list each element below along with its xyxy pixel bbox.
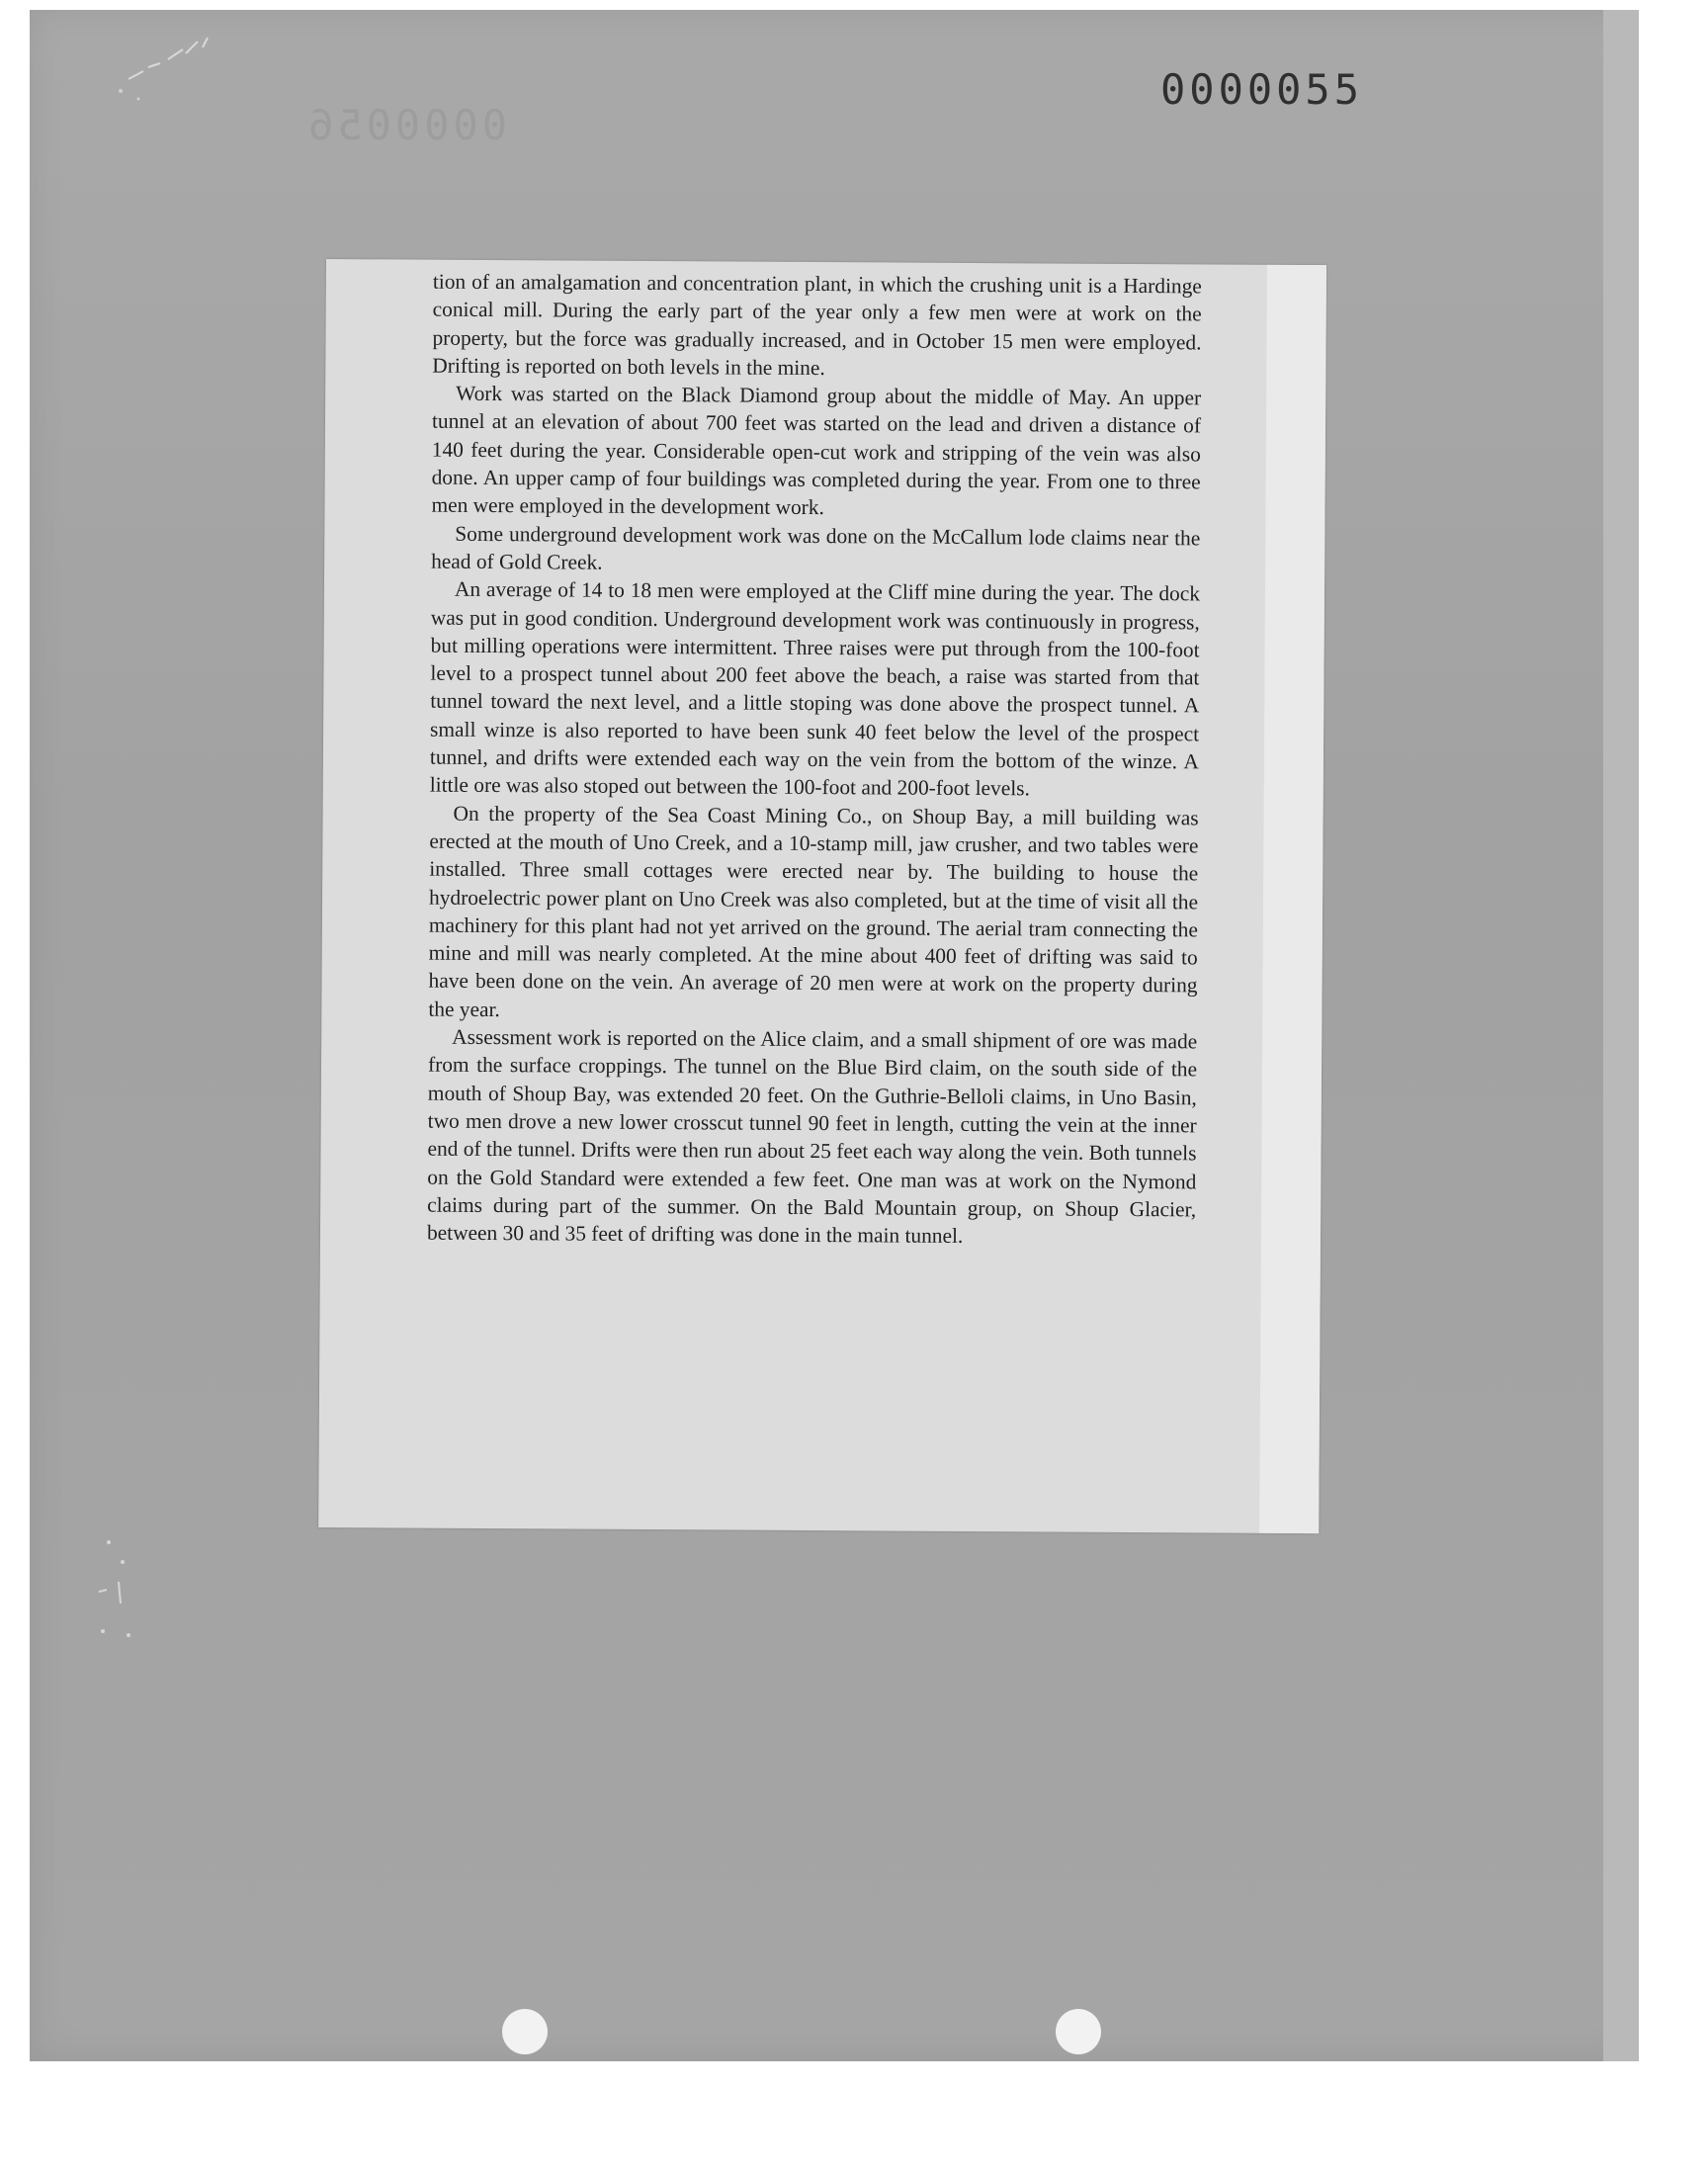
paragraph-sea-coast-mining: On the property of the Sea Coast Mining Co., on Shoup Bay, a mill building was erected at the mouth of Uno Creek, and a 10-stamp mill, jaw crusher, and two tables were installed. Three small cottages were erected near by. The building to house the hydroelectric power plant on Uno Creek was also completed, but at the time of visit all the machinery for this plant had not yet arrived on the ground. The aerial tram connecting the mine and mill was nearly completed. At the mine about 400 feet of drifting was said to have been done on the vein. An average of 20 men were at work on the property during the year.: [428, 801, 1199, 1021]
paragraph-assessment-work: Assessment work is reported on the Alice claim, and a small shipment of ore was made from the surface croppings. The tunnel on the Blue Bird claim, on the south side of the mouth of Shoup Bay, was extended 20 feet. On the Guthrie-Belloli claims, in Uno Basin, two men drove a new lower crosscut tunnel 90 feet in length, cutting the vein at the inner end of the tunnel. Drifts were then run about 25 feet each way along the vein. Both tunnels on the Gold Standard were extended a few feet. One man was at work on the Nymond claims during part of the summer. On the Bald Mountain group, on Shoup Glacier, between 30 and 35 feet of drifting was done in the main tunnel.: [426, 1024, 1198, 1249]
page-margin-strip: [1259, 265, 1326, 1533]
punch-hole: [1056, 2009, 1101, 2054]
margin-specks: [89, 1532, 168, 1651]
sheet-edge-band: [1603, 10, 1639, 2061]
paragraph-cliff-mine: An average of 14 to 18 men were employed at the Cliff mine during the year. The dock was put in good condition. Underground development work was continuously in progress, but milling operations were intermittent. Three raises were put through from the 100-foot level to a prospect tunnel about 200 feet above the beach, a raise was started from that tunnel toward the next level, and a little stoping was done above the prospect tunnel. A small winze is also reported to have been sunk 40 feet below the level of the prospect tunnel, and drifts were extended each way on the vein from the bottom of the winze. A little ore was also stoped out between the 100-foot and 200-foot levels.: [429, 577, 1201, 801]
ghost-document-number: 0000056: [304, 101, 508, 149]
body-text: [427, 268, 1202, 1252]
paragraph-black-diamond: Work was started on the Black Diamond group about the middle of May. An upper tunnel at an elevation of about 700 feet was started on the lead and driven a distance of 140 feet during the year. Considerable open-cut work and stripping of the vein was also done. An upper camp of four buildings was completed during the year. From one to three men were employed in the development work.: [431, 381, 1202, 520]
document-page: [318, 259, 1326, 1533]
paragraph-amalgamation-plant: tion of an amalgamation and concentration plant, in which the crushing unit is a Hardinge conical mill. During the early part of the year only a few men were at work on the property, but the force was gradually increased, and in October 15 men were employed. Drifting is reported on both levels in the mine.: [432, 269, 1202, 380]
punch-hole: [502, 2009, 548, 2054]
document-number: 0000055: [1160, 65, 1364, 114]
paragraph-mccallum: Some underground development work was done on the McCallum lode claims near the head of Gold Creek.: [431, 521, 1201, 574]
scratch-marks: [109, 20, 247, 109]
